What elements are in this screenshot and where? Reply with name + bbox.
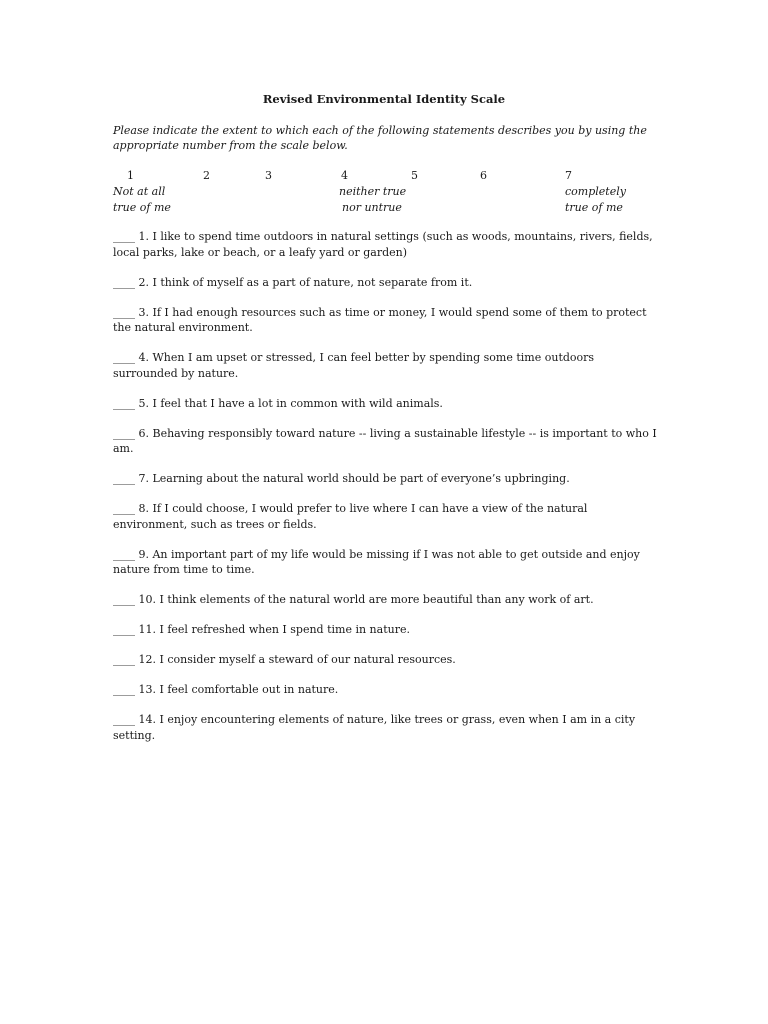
response-blank[interactable]: ____ bbox=[113, 351, 135, 364]
response-blank[interactable]: ____ bbox=[113, 623, 135, 636]
scale-number-5: 5 bbox=[411, 169, 418, 182]
document-title: Revised Environmental Identity Scale bbox=[262, 92, 506, 106]
statement-text: 7. Learning about the natural world should be part of everyone’s upbringing. bbox=[138, 472, 570, 485]
scale-number-6: 6 bbox=[480, 169, 487, 182]
scale-anchor-mid bbox=[339, 184, 406, 216]
scale-number-1: 1 bbox=[127, 169, 134, 182]
response-scale bbox=[113, 169, 658, 219]
scale-anchor-low bbox=[113, 184, 171, 216]
statement-item-7 bbox=[113, 471, 661, 487]
response-blank[interactable]: ____ bbox=[113, 305, 135, 319]
instructions-text: Please indicate the extent to which each of the following statements describes you by using the appropriate number from the scale below. bbox=[113, 124, 647, 152]
statement-text: 8. If I could choose, I would prefer to live where I can have a view of the natural environment, such as trees or fields. bbox=[113, 502, 588, 531]
scale-anchor-high-line1: completely bbox=[565, 185, 626, 198]
statement-item-10 bbox=[113, 592, 661, 608]
response-blank[interactable]: ____ bbox=[113, 713, 135, 726]
scale-anchor-high bbox=[565, 184, 626, 216]
statement-text: 4. When I am upset or stressed, I can feel better by spending some time outdoors surrounded by nature. bbox=[113, 351, 595, 380]
statement-list bbox=[113, 229, 661, 758]
response-blank[interactable]: ____ bbox=[113, 593, 135, 606]
statement-item-11 bbox=[113, 622, 661, 638]
statement-item-4 bbox=[113, 350, 661, 381]
response-blank[interactable]: ____ bbox=[113, 502, 135, 515]
statement-item-8 bbox=[113, 501, 661, 532]
scale-anchor-mid-line1: neither true bbox=[339, 185, 407, 198]
scale-anchor-mid-line2: nor untrue bbox=[342, 201, 402, 214]
scale-number-4: 4 bbox=[341, 169, 348, 182]
statement-text: 1. I like to spend time outdoors in natural settings (such as woods, mountains, rivers, fields, local parks, lake or beach, or a leafy yard or garden) bbox=[113, 230, 653, 259]
statement-item-12 bbox=[113, 652, 661, 668]
statement-item-1 bbox=[113, 229, 661, 260]
statement-item-6 bbox=[113, 426, 661, 457]
scale-number-7: 7 bbox=[565, 169, 572, 182]
response-blank[interactable]: ____ bbox=[113, 472, 135, 485]
response-blank[interactable]: ____ bbox=[113, 683, 135, 696]
statement-text: 2. I think of myself as a part of nature, not separate from it. bbox=[138, 275, 473, 289]
statement-text: 6. Behaving responsibly toward nature -- living a sustainable lifestyle -- is important to who I am. bbox=[113, 426, 657, 455]
response-blank[interactable]: ____ bbox=[113, 426, 135, 440]
statement-text: 14. I enjoy encountering elements of nature, like trees or grass, even when I am in a city setting. bbox=[113, 713, 636, 742]
statement-text: 10. I think elements of the natural world are more beautiful than any work of art. bbox=[138, 593, 594, 606]
response-blank[interactable]: ____ bbox=[113, 275, 135, 289]
scale-anchor-low-line2: true of me bbox=[113, 201, 171, 214]
response-blank[interactable]: ____ bbox=[113, 653, 135, 666]
scale-number-2: 2 bbox=[203, 169, 210, 182]
statement-item-5 bbox=[113, 396, 661, 412]
statement-text: 9. An important part of my life would be missing if I was not able to get outside and enjoy nature from time to time. bbox=[113, 547, 640, 576]
response-blank[interactable]: ____ bbox=[113, 230, 135, 243]
statement-text: 5. I feel that I have a lot in common with wild animals. bbox=[138, 396, 443, 410]
response-blank[interactable]: ____ bbox=[113, 547, 135, 561]
scale-number-3: 3 bbox=[265, 169, 272, 182]
statement-item-3 bbox=[113, 305, 661, 336]
scale-anchor-high-line2: true of me bbox=[565, 201, 623, 214]
response-blank[interactable]: ____ bbox=[113, 396, 135, 410]
statement-text: 3. If I had enough resources such as time or money, I would spend some of them to protect the natural environment. bbox=[113, 305, 647, 334]
statement-text: 13. I feel comfortable out in nature. bbox=[138, 683, 339, 696]
statement-item-14 bbox=[113, 712, 661, 743]
statement-text: 11. I feel refreshed when I spend time in nature. bbox=[138, 623, 410, 636]
statement-item-2 bbox=[113, 275, 661, 291]
statement-item-13 bbox=[113, 682, 661, 698]
statement-item-9 bbox=[113, 547, 661, 578]
scale-anchor-low-line1: Not at all bbox=[113, 185, 166, 198]
statement-text: 12. I consider myself a steward of our natural resources. bbox=[138, 653, 456, 666]
